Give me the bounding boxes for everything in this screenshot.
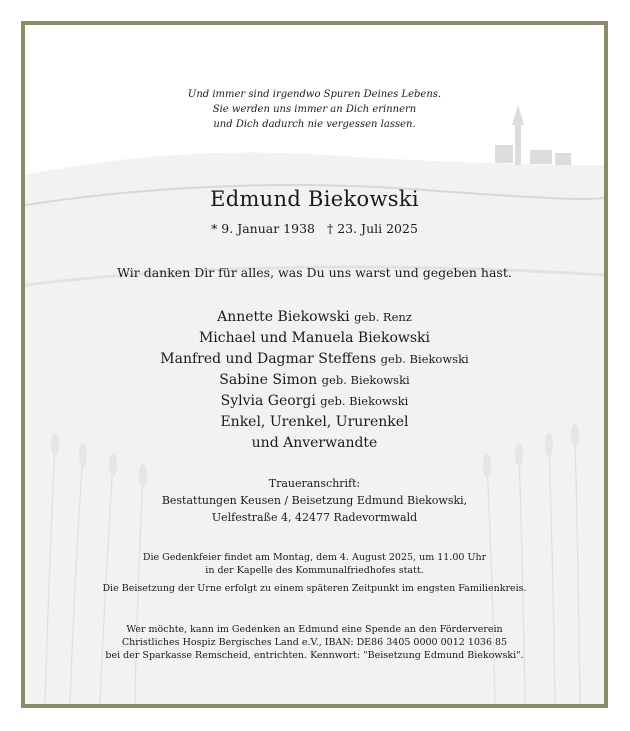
mourner-line (25, 349, 604, 370)
mourner-line (25, 370, 604, 391)
death-date: † 23. Juli 2025 (326, 221, 418, 236)
mourner-note: geb. Biekowski (380, 352, 469, 366)
ceremony-info (25, 551, 604, 577)
address-line: Bestattungen Keusen / Beisetzung Edmund Biekowski, (161, 494, 468, 507)
donation-info (25, 623, 604, 662)
mourner-name: Enkel, Urenkel, Ururenkel (220, 414, 409, 430)
address-line: Uelfestraße 4, 42477 Radevormwald (211, 511, 418, 524)
mourner-note: geb. Biekowski (320, 394, 409, 408)
mourner-line (25, 307, 604, 328)
donation-line: Christliches Hospiz Bergisches Land e.V., IBAN: DE86 3405 0000 0012 1036 85 (121, 637, 508, 648)
mourner-name: und Anverwandte (251, 435, 378, 451)
mourner-note: geb. Biekowski (321, 373, 410, 387)
donation-line: Wer möchte, kann im Gedenken an Edmund eine Spende an den Förderverein (126, 624, 503, 635)
donation-line: bei der Sparkasse Remscheid, entrichten. Kennwort: "Beisetzung Edmund Biekowski". (105, 650, 524, 661)
mourner-line (25, 433, 604, 454)
poem-line: Sie werden uns immer an Dich erinnern (212, 104, 417, 115)
funeral-address (25, 475, 604, 526)
ceremony-line: Die Gedenkfeier findet am Montag, dem 4. August 2025, um 11.00 Uhr (142, 552, 487, 563)
mourner-name: Sabine Simon (219, 372, 318, 388)
mourner-name: Michael und Manuela Biekowski (198, 330, 431, 346)
mourners-list (25, 307, 604, 454)
mourner-name: Annette Biekowski (217, 309, 350, 325)
poem-line: und Dich dadurch nie vergessen lassen. (213, 119, 416, 130)
poem-line: Und immer sind irgendwo Spuren Deines Lebens. (187, 89, 442, 100)
thanks-line: Wir danken Dir für alles, was Du uns warst und gegeben hast. (117, 265, 512, 280)
mourner-line (25, 412, 604, 433)
mourner-name: Manfred und Dagmar Steffens (160, 351, 377, 367)
burial-info: Die Beisetzung der Urne erfolgt zu einem späteren Zeitpunkt im engsten Familienkreis. (102, 583, 527, 594)
deceased-name: Edmund Biekowski (210, 187, 419, 211)
address-heading: Traueranschrift: (268, 477, 361, 490)
mourner-name: Sylvia Georgi (220, 393, 316, 409)
birth-date: * 9. Januar 1938 (211, 221, 315, 236)
ceremony-line: in der Kapelle des Kommunalfriedhofes statt. (205, 565, 424, 576)
mourner-line (25, 391, 604, 412)
life-dates (25, 221, 604, 236)
memorial-poem (25, 87, 604, 132)
notice-content (25, 25, 604, 704)
mourner-note: geb. Renz (354, 310, 412, 324)
notice-frame (21, 21, 608, 708)
mourner-line (25, 328, 604, 349)
